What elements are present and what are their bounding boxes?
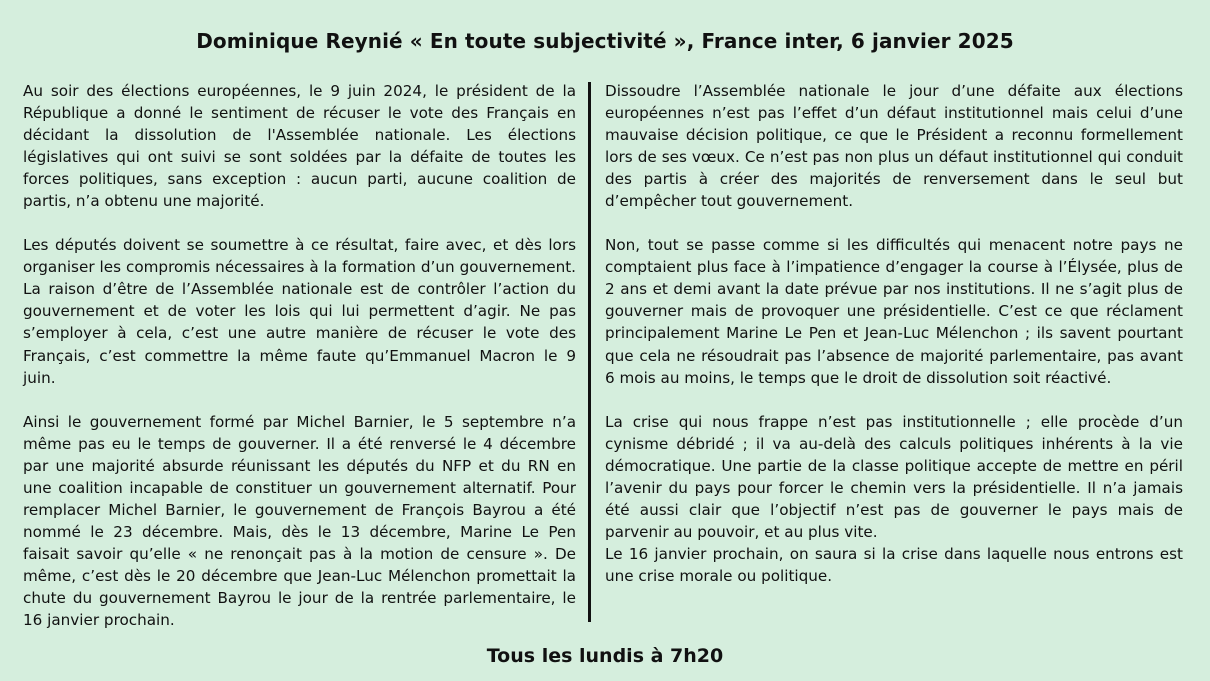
right-column xyxy=(605,80,1183,609)
footer-schedule: Tous les lundis à 7h20 xyxy=(486,645,724,667)
page-title: Dominique Reynié « En toute subjectivité », France inter, 6 janvier 2025 xyxy=(196,29,1014,53)
paragraph: La crise qui nous frappe n’est pas institutionnelle ; elle procède d’un cynisme débridé ; il va au-delà des calculs politiques inhérents à la vie démocratique. Une partie de la classe politique accepte de mettre en péril l’avenir du pays pour forcer le chemin vers la présidentielle. Il n’a jamais été aussi clair que l’objectif n’est pas de gouverner le pays mais de parvenir au pouvoir, et au plus vite. xyxy=(605,412,1183,541)
paragraph: Au soir des élections européennes, le 9 juin 2024, le président de la République a donné le sentiment de récuser le vote des Français en décidant la dissolution de l'Assemblée nationale. Les élections législatives qui ont suivi se sont soldées par la défaite de toutes les forces politiques, sans exception : aucun parti, aucune coalition de partis, n’a obtenu une majorité. xyxy=(23,82,576,211)
paragraph: Le 16 janvier prochain, on saura si la crise dans laquelle nous entrons est une crise morale ou politique. xyxy=(605,544,1183,585)
paragraph: Les députés doivent se soumettre à ce résultat, faire avec, et dès lors organiser les compromis nécessaires à la formation d’un gouvernement. La raison d’être de l’Assemblée nationale est de contrôler l’action du gouvernement et de voter les lois qui lui permettent d’agir. Ne pas s’employer à cela, c’est une autre manière de récuser le vote des Français, c’est commettre la même faute qu’Emmanuel Macron le 9 juin. xyxy=(23,236,576,387)
paragraph: Non, tout se passe comme si les difficultés qui menacent notre pays ne comptaient plus face à l’impatience d’engager la course à l’Élysée, plus de 2 ans et demi avant la date prévue par nos institutions. Il ne s’agit plus de gouverner mais de provoquer une présidentielle. C’est ce que réclament principalement Marine Le Pen et Jean-Luc Mélenchon ; ils savent pourtant que cela ne résoudrait pas l’absence de majorité parlementaire, pas avant 6 mois au moins, le temps que le droit de dissolution soit réactivé. xyxy=(605,236,1183,387)
column-divider xyxy=(588,82,591,622)
paragraph: Ainsi le gouvernement formé par Michel Barnier, le 5 septembre n’a même pas eu le temps de gouverner. Il a été renversé le 4 décembre par une majorité absurde réunissant les députés du NFP et du RN en une coalition incapable de constituer un gouvernement alternatif. Pour remplacer Michel Barnier, le gouvernement de François Bayrou a été nommé le 23 décembre. Mais, dès le 13 décembre, Marine Le Pen faisait savoir qu’elle « ne renonçait pas à la motion de censure ». De même, c’est dès le 20 décembre que Jean-Luc Mélenchon promettait la chute du gouvernement Bayrou le jour de la rentrée parlementaire, le 16 janvier prochain. xyxy=(23,412,576,630)
left-column xyxy=(23,80,576,653)
paragraph: Dissoudre l’Assemblée nationale le jour d’une défaite aux élections européennes n’est pas l’effet d’un défaut institutionnel mais celui d’une mauvaise décision politique, ce que le Président a reconnu formellement lors de ses vœux. Ce n’est pas non plus un défaut institutionnel qui conduit des partis à créer des majorités de renversement dans le seul but d’empêcher tout gouvernement. xyxy=(605,82,1183,211)
